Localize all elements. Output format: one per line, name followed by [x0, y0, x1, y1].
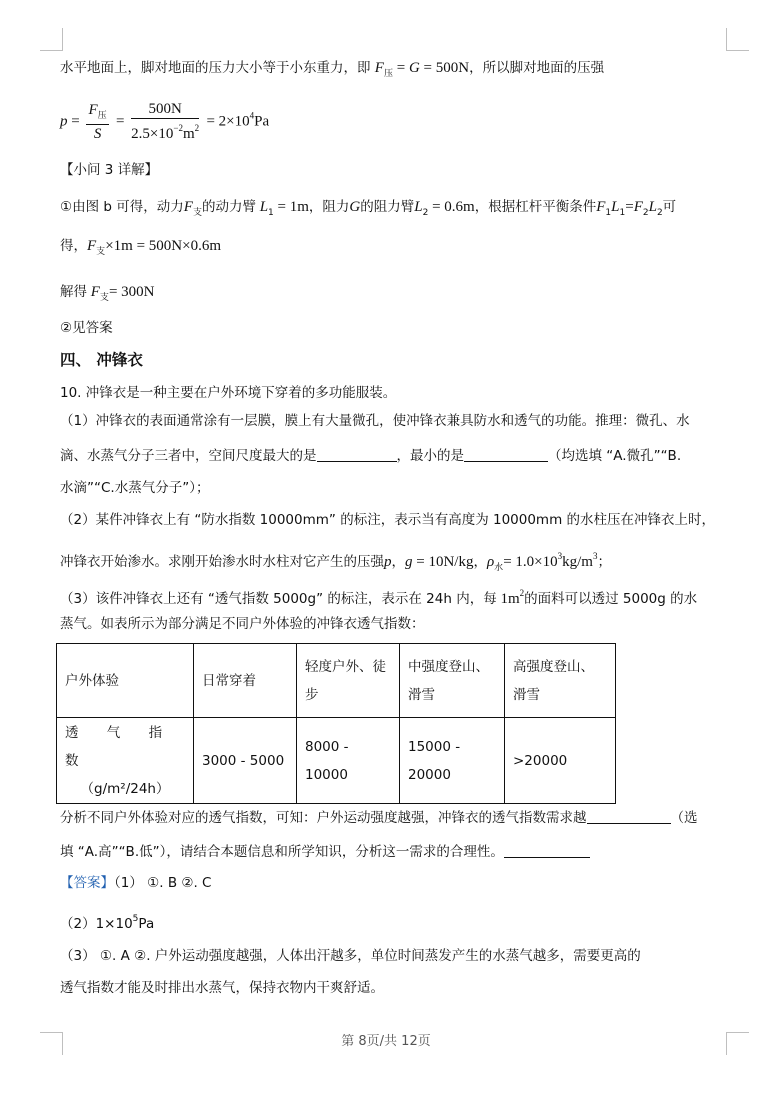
answer-label: 【答案】: [60, 875, 114, 891]
table-row-label: 透 气 指 数 （g/m²/24h）: [57, 718, 194, 804]
text-line: （2）某件冲锋衣上有 “防水指数 10000mm” 的标注，表示当有高度为 10000mm 的水柱压在冲锋衣上时，: [60, 512, 716, 528]
text-line: （3）该件冲锋衣上还有 “透气指数 5000g” 的标注，表示在 24h 内，每 $1m^2$的面料可以透过 5000g 的水: [60, 588, 698, 607]
text-line: 解得 $F_支= 300N$: [60, 284, 155, 303]
table-cell: 8000 - 10000: [297, 718, 400, 804]
question-stem: 10. 冲锋衣是一种主要在户外环境下穿着的多功能服装。: [60, 385, 397, 401]
answer-blank[interactable]: [587, 809, 671, 824]
text-line: 填 “A.高”“B.低”），请结合本题信息和所学知识，分析这一需求的合理性。: [60, 842, 590, 862]
pressure-formula: p = $\frac{F_压}{S}$ = $\frac{500N}{2.5\times 10^{-2}m^2}$ = $2\times 10^4Pa$: [60, 101, 270, 142]
table-cell: >20000: [505, 718, 616, 804]
table-cell: 3000 - 5000: [194, 718, 297, 804]
answer-line: 【答案】（1） ①. B ②. C: [60, 875, 212, 891]
table-cell: 15000 - 20000: [400, 718, 505, 804]
text-line: 分析不同户外体验对应的透气指数，可知：户外运动强度越强，冲锋衣的透气指数需求越 （选: [60, 810, 698, 826]
fraction: $\frac{500N}{2.5\times 10^{-2}m^2}$: [131, 101, 200, 142]
fraction: $\frac{F_压}{S}$: [88, 101, 107, 142]
answer-line: $(2)1\times 10^5Pa$: [60, 914, 155, 932]
answer-line: 透气指数才能及时排出水蒸气，保持衣物内干爽舒适。: [60, 980, 384, 996]
page-number-footer: 第 8页/共 12页: [341, 1034, 431, 1049]
sub-question-heading: 【小问 3 详解】: [60, 162, 159, 178]
crop-mark-top-left: [40, 28, 63, 51]
text-line: 蒸气。如表所示为部分满足不同户外体验的冲锋衣透气指数：: [60, 616, 425, 632]
paragraph-text: ，所以脚对地面的压强: [469, 60, 605, 76]
text-line: 滴、水蒸气分子三者中，空间尺度最大的是 ，最小的是 （均选填 “A.微孔”“B.: [60, 448, 682, 464]
table-header-cell: 高强度登山、滑雪: [505, 644, 616, 718]
table-row: [57, 718, 616, 804]
text-line: 水滴”“C.水蒸气分子”）；: [60, 480, 210, 496]
answer-blank[interactable]: [464, 447, 548, 462]
table-header-cell: 中强度登山、滑雪: [400, 644, 505, 718]
text-line: 水平地面上，脚对地面的压力大小等于小东重力，即 $F_压 = G = 500N$，所以脚对地面的压强: [60, 60, 605, 78]
paragraph-text: 水平地面上，脚对地面的压力大小等于小东重力，即: [60, 60, 371, 76]
table-header-cell: 户外体验: [57, 644, 194, 718]
text-line: （1）冲锋衣的表面通常涂有一层膜，膜上有大量微孔，使冲锋衣兼具防水和透气的功能。推理：微孔、水: [60, 413, 690, 429]
table-header-row: [57, 644, 616, 718]
text-line: ②见答案: [60, 320, 113, 336]
text-line: 得，$F_支\times 1m = 500N\times 0.6m$: [60, 238, 221, 257]
text-line: ①由图 b 可得，动力$F_支$的动力臂 $L_1 = 1m$，阻力G的阻力臂$L_2 = 0.6m$，根据杠杆平衡条件$F_1L_1=F_2L_2$可: [60, 199, 677, 218]
text-line: 冲锋衣开始渗水。求刚开始渗水时水柱对它产生的压强p，g = 10N/kg，$\rho_水= 1.0\times 10^3kg/m^3$；: [60, 551, 611, 573]
answer-blank[interactable]: [504, 843, 590, 858]
breathability-table: [56, 643, 616, 804]
table-header-cell: 轻度户外、徒步: [297, 644, 400, 718]
crop-mark-top-right: [726, 28, 749, 51]
table-header-cell: 日常穿着: [194, 644, 297, 718]
section-heading: 四、 冲锋衣: [60, 351, 143, 369]
answer-blank[interactable]: [317, 447, 397, 462]
answer-line: （3） ①. A ②. 户外运动强度越强，人体出汗越多，单位时间蒸发产生的水蒸气越多，需要更高的: [60, 948, 641, 964]
